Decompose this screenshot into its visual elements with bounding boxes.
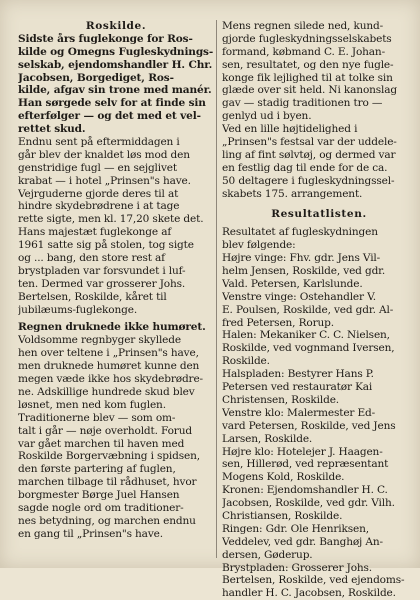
body-line: brystpladen var forsvundet i luf- xyxy=(18,264,186,277)
result-line: Christiansen, Roskilde. xyxy=(222,509,343,522)
body-paragraph xyxy=(222,123,416,200)
body-paragraph xyxy=(18,136,214,226)
results-heading: Resultatlisten. xyxy=(271,208,367,221)
body-paragraph xyxy=(222,20,416,123)
body-line: den første partering af fuglen, xyxy=(18,463,176,476)
body-line: Endnu sent på eftermiddagen i xyxy=(18,136,180,149)
body-line: ling af fint sølvtøj, og dermed var xyxy=(222,148,396,161)
body-line: en gang til „Prinsen"s have. xyxy=(18,527,163,540)
body-line: genlyd ud i byen. xyxy=(222,110,312,123)
body-paragraph xyxy=(18,334,214,411)
body-line: Bertelsen, Roskilde, kåret til xyxy=(18,290,167,303)
result-line: Venstre vinge: Ostehandler V. xyxy=(222,290,376,303)
body-line: Vejrguderne gjorde deres til at xyxy=(18,187,179,200)
result-line: Højre vinge: Fhv. gdr. Jens Vil- xyxy=(222,252,381,265)
result-line: Vald. Petersen, Karlslunde. xyxy=(222,277,363,290)
body-line: Mens regnen silede ned, kund- xyxy=(222,20,383,32)
intro-paragraph xyxy=(18,33,214,136)
body-line: Traditionerne blev — som om- xyxy=(18,411,176,424)
result-line: Bertelsen, Roskilde, ved ejendoms- xyxy=(222,574,405,587)
body-line: konge fik lejlighed til at tolke sin xyxy=(222,71,393,84)
intro-line: Sidste års fuglekonge for Ros- xyxy=(18,32,193,45)
result-line: Ringen: Gdr. Ole Henriksen, xyxy=(222,522,369,535)
result-line: Brystpladen: Grosserer Johs. xyxy=(222,561,373,574)
result-line: Halspladen: Bestyrer Hans P. xyxy=(222,368,374,381)
intro-line: selskab, ejendomshandler H. Chr. xyxy=(18,58,213,71)
body-line: rette sigte, men kl. 17,20 skete det. xyxy=(18,213,204,226)
subheading: Regnen druknede ikke humøret. xyxy=(18,321,206,334)
body-line: ne. Adskillige hundrede skud blev xyxy=(18,385,195,398)
intro-line: Jacobsen, Borgediget, Ros- xyxy=(18,71,174,84)
body-paragraph xyxy=(18,412,214,541)
body-line: sagde nogle ord om traditioner- xyxy=(18,501,184,514)
intro-line: rettet skud. xyxy=(18,123,86,136)
body-line: „Prinsen"s festsal var der uddele- xyxy=(222,136,397,149)
right-column xyxy=(222,20,416,600)
body-line: skabets 175. arrangement. xyxy=(222,187,363,200)
body-line: Roskilde Borgervæbning i spidsen, xyxy=(18,450,200,463)
body-line: glæde over sit held. Ni kanonslag xyxy=(222,84,398,97)
result-line: Jacobsen, Roskilde, ved gdr. Vilh. xyxy=(222,497,395,510)
result-line: E. Poulsen, Roskilde, ved gdr. Al- xyxy=(222,303,394,316)
result-line: blev følgende: xyxy=(222,239,296,252)
result-line: Veddelev, ved gdr. Banghøj An- xyxy=(222,535,383,548)
body-line: megen væde ikke hos skydebrødre- xyxy=(18,373,203,386)
body-line: formand, købmand C. E. Johan- xyxy=(222,45,385,58)
body-line: nes betydning, og marchen endnu xyxy=(18,514,196,527)
result-line: Højre klo: Hotelejer J. Haagen- xyxy=(222,445,383,458)
result-line: helm Jensen, Roskilde, ved gdr. xyxy=(222,265,386,278)
body-paragraph xyxy=(18,226,214,316)
column-divider xyxy=(216,20,217,558)
intro-line: kilde og Omegns Fugleskydnings- xyxy=(18,45,214,58)
body-line: borgmester Børge Juel Hansen xyxy=(18,489,180,502)
intro-line: efterfølger — og det med et vel- xyxy=(18,110,201,123)
body-line: genstridige fugl — en sejglivet xyxy=(18,161,177,174)
result-line: handler H. C. Jacobsen, Roskilde. xyxy=(222,587,396,600)
body-line: Hans majestæt fuglekonge af xyxy=(18,226,172,239)
result-line: vard Petersen, Roskilde, ved Jens xyxy=(222,419,396,432)
body-line: 50 deltagere i fugleskydningssel- xyxy=(222,174,395,187)
body-line: gav — stadig traditionen tro — xyxy=(222,97,383,110)
result-line: fred Petersen, Rorup. xyxy=(222,316,334,329)
result-line: dersen, Gøderup. xyxy=(222,548,313,561)
result-line: Halen: Mekaniker C. C. Nielsen, xyxy=(222,329,390,342)
body-line: Ved en lille højtidelighed i xyxy=(222,123,358,136)
article-title: Roskilde. xyxy=(85,20,147,32)
body-line: og ... bang, den store rest af xyxy=(18,252,165,265)
body-line: jubilæums-fuglekonge. xyxy=(18,303,138,316)
body-line: hindre skydebrødrene i at tage xyxy=(18,200,180,213)
body-line: Voldsomme regnbyger skyllede xyxy=(18,334,181,347)
result-line: Roskilde. xyxy=(222,355,270,368)
body-line: en festlig dag til ende for de ca. xyxy=(222,161,388,174)
body-line: krabat — i hotel „Prinsen"s have. xyxy=(18,174,191,187)
left-column xyxy=(18,20,214,541)
body-line: sen, resultatet, og den nye fugle- xyxy=(222,58,394,71)
result-line: Roskilde, ved vognmand Iversen, xyxy=(222,342,395,355)
body-line: men druknede humøret kunne den xyxy=(18,360,200,373)
results-list xyxy=(222,226,416,600)
intro-line: Han sørgede selv for at finde sin xyxy=(18,97,206,110)
body-line: var gået marchen til haven med xyxy=(18,437,185,450)
result-line: Resultatet af fugleskydningen xyxy=(222,226,378,239)
body-line: talt i går — nøje overholdt. Forud xyxy=(18,424,192,437)
result-line: Larsen, Roskilde. xyxy=(222,432,313,445)
result-line: Venstre klo: Malermester Ed- xyxy=(222,406,376,419)
result-line: sen, Hillerød, ved repræsentant xyxy=(222,458,389,471)
body-line: marchen tilbage til rådhuset, hvor xyxy=(18,476,197,489)
result-line: Christensen, Roskilde. xyxy=(222,393,340,406)
result-line: Kronen: Ejendomshandler H. C. xyxy=(222,484,388,497)
body-line: 1961 satte sig på stolen, tog sigte xyxy=(18,239,194,252)
body-line: går blev der knaldet løs mod den xyxy=(18,148,190,161)
body-line: ten. Dermed var grosserer Johs. xyxy=(18,277,186,290)
result-line: Mogens Kold, Roskilde. xyxy=(222,471,345,484)
result-line: Petersen ved restauratør Kai xyxy=(222,381,373,394)
body-line: hen over teltene i „Prinsen"s have, xyxy=(18,347,199,360)
intro-line: kilde, afgav sin trone med manér. xyxy=(18,84,212,97)
body-line: løsnet, men ned kom fuglen. xyxy=(18,398,166,411)
body-line: gjorde fugleskydningsselskabets xyxy=(222,32,392,45)
